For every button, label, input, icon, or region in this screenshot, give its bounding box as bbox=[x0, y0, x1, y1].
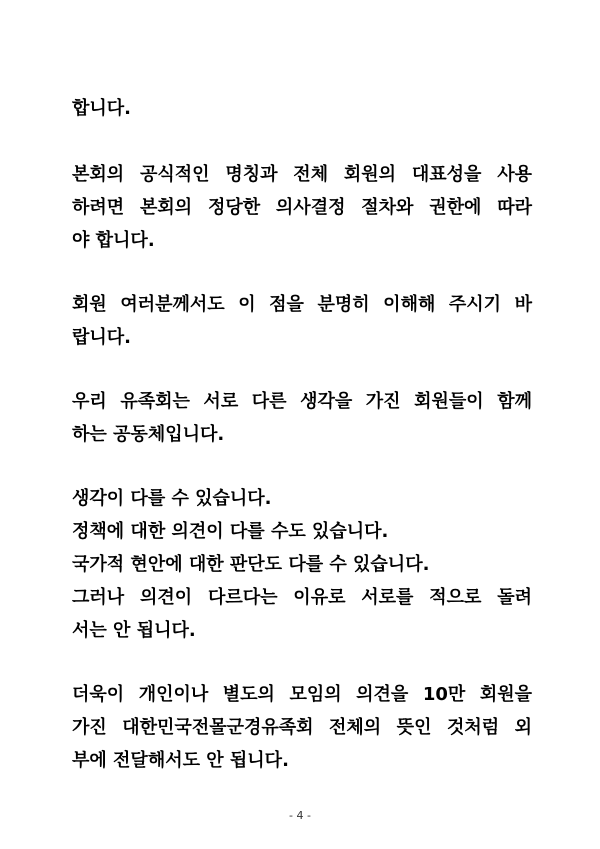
paragraph-3-line-0: 우리 유족회는 서로 다른 생각을 가진 회원들이 함께 bbox=[72, 391, 532, 412]
paragraph-5-line-2: 부에 전달해서도 안 됩니다. bbox=[72, 750, 289, 771]
paragraph-3-line-1: 하는 공동체입니다. bbox=[72, 424, 225, 445]
page-number: - 4 - bbox=[289, 809, 311, 822]
paragraph-5-line-1: 가진 대한민국전몰군경유족회 전체의 뜻인 것처럼 외 bbox=[72, 717, 532, 738]
paragraph-4-line-0: 생각이 다를 수 있습니다. bbox=[72, 488, 272, 509]
paragraph-0-line-0: 합니다. bbox=[72, 98, 132, 119]
paragraph-1-line-2: 야 합니다. bbox=[72, 230, 155, 251]
paragraph-4-line-1: 정책에 대한 의견이 다를 수도 있습니다. bbox=[72, 521, 389, 542]
paragraph-2-line-0: 회원 여러분께서도 이 점을 분명히 이해해 주시기 바 bbox=[72, 294, 532, 315]
paragraph-4-line-4: 서는 안 됩니다. bbox=[72, 620, 196, 641]
paragraph-4-line-3: 그러나 의견이 다르다는 이유로 서로를 적으로 돌려 bbox=[72, 587, 532, 608]
paragraph-5-line-0: 더욱이 개인이나 별도의 모임의 의견을 10만 회원을 bbox=[72, 684, 532, 705]
paragraph-1-line-1: 하려면 본회의 정당한 의사결정 절차와 권한에 따라 bbox=[72, 197, 532, 218]
paragraph-2-line-1: 랍니다. bbox=[72, 327, 132, 348]
paragraph-1-line-0: 본회의 공식적인 명칭과 전체 회원의 대표성을 사용 bbox=[72, 164, 532, 185]
paragraph-4-line-2: 국가적 현안에 대한 판단도 다를 수 있습니다. bbox=[72, 554, 430, 575]
